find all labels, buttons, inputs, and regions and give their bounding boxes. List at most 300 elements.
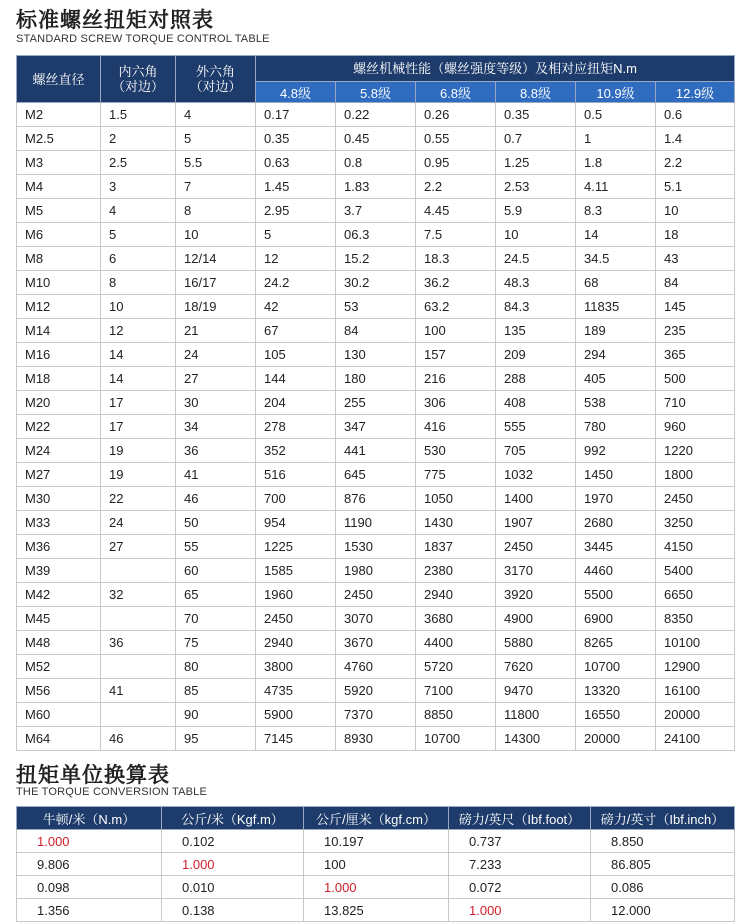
table-cell: 705 <box>496 439 576 463</box>
table-cell: 306 <box>416 391 496 415</box>
table-cell: 0.45 <box>336 127 416 151</box>
table-cell: M30 <box>17 487 101 511</box>
table-cell: 0.26 <box>416 103 496 127</box>
table-cell: 18.3 <box>416 247 496 271</box>
conversion-table-subtitle: THE TORQUE CONVERSION TABLE <box>16 786 208 798</box>
table-cell: 30.2 <box>336 271 416 295</box>
table-cell: 9.806 <box>17 853 162 876</box>
table-cell: 27 <box>176 367 256 391</box>
table-cell: 5400 <box>656 559 735 583</box>
table-row <box>17 391 735 415</box>
table-cell: 130 <box>336 343 416 367</box>
table-cell: M18 <box>17 367 101 391</box>
table-cell: 775 <box>416 463 496 487</box>
table-cell: 2940 <box>416 583 496 607</box>
header-grade-group: 螺丝机械性能（螺丝强度等级）及相对应扭矩N.m <box>256 56 735 82</box>
table-cell: 8930 <box>336 727 416 751</box>
table-cell: M45 <box>17 607 101 631</box>
table-cell: 65 <box>176 583 256 607</box>
table-cell: 63.2 <box>416 295 496 319</box>
table-cell: 500 <box>656 367 735 391</box>
table-cell: 0.63 <box>256 151 336 175</box>
table-cell: 70 <box>176 607 256 631</box>
table-cell: 3250 <box>656 511 735 535</box>
table-cell: 5720 <box>416 655 496 679</box>
table-cell: 352 <box>256 439 336 463</box>
table-cell: 416 <box>416 415 496 439</box>
table-cell: 992 <box>576 439 656 463</box>
conversion-header: 牛顿/米（N.m） <box>17 807 162 830</box>
table-row <box>17 559 735 583</box>
table-cell: 84.3 <box>496 295 576 319</box>
table-cell: 0.072 <box>449 876 591 899</box>
table-cell: 1220 <box>656 439 735 463</box>
table-cell: 7145 <box>256 727 336 751</box>
table-cell: 13320 <box>576 679 656 703</box>
table-cell: 46 <box>176 487 256 511</box>
table-cell: 41 <box>101 679 176 703</box>
table-cell: 0.138 <box>162 899 304 922</box>
table-cell: 60 <box>176 559 256 583</box>
header-diameter: 螺丝直径 <box>17 56 101 103</box>
table-cell: 1800 <box>656 463 735 487</box>
table-cell: 4 <box>176 103 256 127</box>
table-cell: 8.850 <box>591 830 735 853</box>
table-cell: 960 <box>656 415 735 439</box>
table-cell: 0.086 <box>591 876 735 899</box>
table-row <box>17 583 735 607</box>
table-cell: 2.5 <box>101 151 176 175</box>
table-cell: 294 <box>576 343 656 367</box>
table-cell: 2450 <box>496 535 576 559</box>
table-cell: 24100 <box>656 727 735 751</box>
table-cell: 7.5 <box>416 223 496 247</box>
table-cell: 0.8 <box>336 151 416 175</box>
table-cell: 41 <box>176 463 256 487</box>
torque-table-subtitle: STANDARD SCREW TORQUE CONTROL TABLE <box>16 33 270 45</box>
conversion-header: 公斤/厘米（kgf.cm） <box>304 807 449 830</box>
table-cell: 2 <box>101 127 176 151</box>
table-cell: 17 <box>101 415 176 439</box>
table-cell: 10 <box>656 199 735 223</box>
header-grade: 10.9级 <box>576 82 656 103</box>
table-cell: 11835 <box>576 295 656 319</box>
table-cell: M27 <box>17 463 101 487</box>
table-cell: 6900 <box>576 607 656 631</box>
table-cell: 100 <box>416 319 496 343</box>
table-cell: 36 <box>101 631 176 655</box>
table-cell: 48.3 <box>496 271 576 295</box>
table-cell: 53 <box>336 295 416 319</box>
table-cell: 1.000 <box>162 853 304 876</box>
table-cell: 34 <box>176 415 256 439</box>
table-cell: 5 <box>176 127 256 151</box>
table-cell: 1032 <box>496 463 576 487</box>
table-cell: 2.53 <box>496 175 576 199</box>
table-cell: 3170 <box>496 559 576 583</box>
table-cell: 5920 <box>336 679 416 703</box>
table-cell: 68 <box>576 271 656 295</box>
table-cell: M42 <box>17 583 101 607</box>
table-row <box>17 876 735 899</box>
table-cell: 4.45 <box>416 199 496 223</box>
table-cell: 0.35 <box>496 103 576 127</box>
table-cell: M39 <box>17 559 101 583</box>
table-cell: 3680 <box>416 607 496 631</box>
table-cell: M60 <box>17 703 101 727</box>
table-cell: 8 <box>176 199 256 223</box>
table-cell: 12 <box>256 247 336 271</box>
table-cell: 876 <box>336 487 416 511</box>
table-row <box>17 830 735 853</box>
table-row <box>17 295 735 319</box>
table-cell: M36 <box>17 535 101 559</box>
table-cell: 1225 <box>256 535 336 559</box>
table-cell: 7370 <box>336 703 416 727</box>
table-cell: 105 <box>256 343 336 367</box>
table-cell: M22 <box>17 415 101 439</box>
table-row <box>17 899 735 922</box>
table-cell: 36.2 <box>416 271 496 295</box>
table-cell <box>101 655 176 679</box>
conversion-table-title: 扭矩单位换算表 <box>16 763 170 787</box>
header-grade: 6.8级 <box>416 82 496 103</box>
table-row <box>17 535 735 559</box>
table-cell: 1907 <box>496 511 576 535</box>
table-cell: 1530 <box>336 535 416 559</box>
table-cell: 36 <box>176 439 256 463</box>
header-grade: 4.8级 <box>256 82 336 103</box>
table-cell: 3920 <box>496 583 576 607</box>
table-cell: 75 <box>176 631 256 655</box>
table-cell: 22 <box>101 487 176 511</box>
table-cell: 14 <box>101 367 176 391</box>
table-cell: 189 <box>576 319 656 343</box>
table-cell: 954 <box>256 511 336 535</box>
table-cell: 7620 <box>496 655 576 679</box>
table-row <box>17 415 735 439</box>
table-cell: 19 <box>101 439 176 463</box>
table-cell: 216 <box>416 367 496 391</box>
table-cell: 18 <box>656 223 735 247</box>
table-cell: 3670 <box>336 631 416 655</box>
table-cell: 84 <box>656 271 735 295</box>
table-cell: 0.6 <box>656 103 735 127</box>
table-cell: 13.825 <box>304 899 449 922</box>
table-row <box>17 271 735 295</box>
table-cell: 1.83 <box>336 175 416 199</box>
table-row <box>17 103 735 127</box>
table-cell: 2.2 <box>416 175 496 199</box>
table-cell: 4900 <box>496 607 576 631</box>
table-cell: 6 <box>101 247 176 271</box>
table-cell: 24 <box>101 511 176 535</box>
table-row <box>17 727 735 751</box>
table-cell: 80 <box>176 655 256 679</box>
table-cell: 1 <box>576 127 656 151</box>
table-row <box>17 343 735 367</box>
table-cell: 3.7 <box>336 199 416 223</box>
table-cell: 0.102 <box>162 830 304 853</box>
table-cell: M33 <box>17 511 101 535</box>
table-cell: 5880 <box>496 631 576 655</box>
table-cell: 288 <box>496 367 576 391</box>
table-cell: 12.000 <box>591 899 735 922</box>
table-cell: 3445 <box>576 535 656 559</box>
table-cell: 3 <box>101 175 176 199</box>
table-cell: 0.5 <box>576 103 656 127</box>
table-cell: 5500 <box>576 583 656 607</box>
table-cell: 1.356 <box>17 899 162 922</box>
table-cell: 135 <box>496 319 576 343</box>
table-cell: 43 <box>656 247 735 271</box>
table-cell: M16 <box>17 343 101 367</box>
table-cell: 2.95 <box>256 199 336 223</box>
table-cell: 10100 <box>656 631 735 655</box>
table-cell: 1430 <box>416 511 496 535</box>
header-grade: 8.8级 <box>496 82 576 103</box>
table-cell: 2450 <box>336 583 416 607</box>
table-cell: 4.11 <box>576 175 656 199</box>
table-cell: 16100 <box>656 679 735 703</box>
table-cell: 405 <box>576 367 656 391</box>
table-cell: M3 <box>17 151 101 175</box>
table-cell: 1450 <box>576 463 656 487</box>
table-cell <box>101 703 176 727</box>
table-cell: M20 <box>17 391 101 415</box>
table-cell: M64 <box>17 727 101 751</box>
table-cell: 209 <box>496 343 576 367</box>
table-cell: 18/19 <box>176 295 256 319</box>
table-cell: 86.805 <box>591 853 735 876</box>
table-cell: 2.2 <box>656 151 735 175</box>
table-cell: 2450 <box>256 607 336 631</box>
table-cell: 235 <box>656 319 735 343</box>
table-cell: 4735 <box>256 679 336 703</box>
table-row <box>17 151 735 175</box>
table-cell: 1.000 <box>17 830 162 853</box>
table-cell: 0.098 <box>17 876 162 899</box>
table-cell: 10700 <box>576 655 656 679</box>
conversion-header: 公斤/米（Kgf.m） <box>162 807 304 830</box>
table-cell: 16/17 <box>176 271 256 295</box>
table-cell: M2.5 <box>17 127 101 151</box>
table-cell: 347 <box>336 415 416 439</box>
table-cell: M8 <box>17 247 101 271</box>
table-row <box>17 487 735 511</box>
table-cell: 95 <box>176 727 256 751</box>
table-cell: 20000 <box>656 703 735 727</box>
table-cell: 55 <box>176 535 256 559</box>
table-cell: 2940 <box>256 631 336 655</box>
header-grade: 5.8级 <box>336 82 416 103</box>
table-cell: 530 <box>416 439 496 463</box>
table-row <box>17 127 735 151</box>
table-row <box>17 631 735 655</box>
table-cell: 255 <box>336 391 416 415</box>
table-cell: 27 <box>101 535 176 559</box>
table-cell: 0.17 <box>256 103 336 127</box>
table-cell: 42 <box>256 295 336 319</box>
table-cell: 2450 <box>656 487 735 511</box>
table-cell: 1.000 <box>304 876 449 899</box>
table-cell: 180 <box>336 367 416 391</box>
table-row <box>17 199 735 223</box>
table-cell: 5 <box>256 223 336 247</box>
table-cell: 204 <box>256 391 336 415</box>
table-cell: 1050 <box>416 487 496 511</box>
table-cell: M56 <box>17 679 101 703</box>
table-cell: 145 <box>656 295 735 319</box>
table-cell: 16550 <box>576 703 656 727</box>
header-hex-socket: 内六角 （对边） <box>101 56 176 103</box>
table-cell: 2680 <box>576 511 656 535</box>
table-cell: 24 <box>176 343 256 367</box>
table-cell: 0.95 <box>416 151 496 175</box>
table-row <box>17 853 735 876</box>
table-cell: 20000 <box>576 727 656 751</box>
table-cell: M14 <box>17 319 101 343</box>
table-cell: 144 <box>256 367 336 391</box>
table-cell: 0.22 <box>336 103 416 127</box>
table-row <box>17 511 735 535</box>
table-cell: 0.737 <box>449 830 591 853</box>
table-cell: 7.233 <box>449 853 591 876</box>
table-cell: 8265 <box>576 631 656 655</box>
table-cell: 14 <box>576 223 656 247</box>
table-cell: 100 <box>304 853 449 876</box>
table-row <box>17 703 735 727</box>
table-row <box>17 175 735 199</box>
table-cell: 8850 <box>416 703 496 727</box>
table-cell: 5.5 <box>176 151 256 175</box>
table-cell: 365 <box>656 343 735 367</box>
table-cell: 19 <box>101 463 176 487</box>
table-cell: 1970 <box>576 487 656 511</box>
conversion-table-body <box>17 830 735 922</box>
table-cell: 5 <box>101 223 176 247</box>
table-cell: 7100 <box>416 679 496 703</box>
table-cell: 34.5 <box>576 247 656 271</box>
table-cell: M2 <box>17 103 101 127</box>
torque-table-title: 标准螺丝扭矩对照表 <box>16 8 214 32</box>
table-cell: 1837 <box>416 535 496 559</box>
header-grade: 12.9级 <box>656 82 735 103</box>
conversion-header: 磅力/英尺（Ibf.foot） <box>449 807 591 830</box>
table-cell: 3070 <box>336 607 416 631</box>
table-cell: 84 <box>336 319 416 343</box>
table-cell <box>101 607 176 631</box>
table-cell: 8.3 <box>576 199 656 223</box>
table-cell: 5.9 <box>496 199 576 223</box>
table-cell: 10 <box>176 223 256 247</box>
table-cell: M12 <box>17 295 101 319</box>
table-cell: 17 <box>101 391 176 415</box>
table-cell: 1400 <box>496 487 576 511</box>
table-cell: 10700 <box>416 727 496 751</box>
table-cell: 1980 <box>336 559 416 583</box>
table-cell: 15.2 <box>336 247 416 271</box>
table-cell: 1.45 <box>256 175 336 199</box>
table-cell: 1.25 <box>496 151 576 175</box>
table-cell: 8 <box>101 271 176 295</box>
table-row <box>17 223 735 247</box>
table-cell: 1.4 <box>656 127 735 151</box>
table-cell: 4460 <box>576 559 656 583</box>
table-cell: 4760 <box>336 655 416 679</box>
table-cell: 645 <box>336 463 416 487</box>
table-cell: 3800 <box>256 655 336 679</box>
table-cell: 1190 <box>336 511 416 535</box>
table-cell: 12/14 <box>176 247 256 271</box>
table-cell <box>101 559 176 583</box>
conversion-table <box>16 806 735 922</box>
table-cell: 0.35 <box>256 127 336 151</box>
table-cell: M52 <box>17 655 101 679</box>
table-cell: 5900 <box>256 703 336 727</box>
table-cell: 8350 <box>656 607 735 631</box>
table-cell: M48 <box>17 631 101 655</box>
conversion-header: 磅力/英寸（Ibf.inch） <box>591 807 735 830</box>
table-cell: 12 <box>101 319 176 343</box>
table-cell: 21 <box>176 319 256 343</box>
table-cell: 1960 <box>256 583 336 607</box>
table-cell: 1.000 <box>449 899 591 922</box>
table-row <box>17 679 735 703</box>
table-row <box>17 247 735 271</box>
table-cell: 12900 <box>656 655 735 679</box>
table-cell: 4 <box>101 199 176 223</box>
table-cell: 0.7 <box>496 127 576 151</box>
table-cell: 0.55 <box>416 127 496 151</box>
table-cell: 10.197 <box>304 830 449 853</box>
table-row <box>17 655 735 679</box>
table-cell: 24.5 <box>496 247 576 271</box>
table-cell: 780 <box>576 415 656 439</box>
table-cell: 2380 <box>416 559 496 583</box>
table-cell: 24.2 <box>256 271 336 295</box>
table-cell: 50 <box>176 511 256 535</box>
table-cell: 0.010 <box>162 876 304 899</box>
table-cell: 67 <box>256 319 336 343</box>
table-cell: 157 <box>416 343 496 367</box>
table-cell: 85 <box>176 679 256 703</box>
table-cell: 30 <box>176 391 256 415</box>
table-cell: M5 <box>17 199 101 223</box>
table-cell: 555 <box>496 415 576 439</box>
table-cell: 11800 <box>496 703 576 727</box>
table-cell: 46 <box>101 727 176 751</box>
table-cell: M24 <box>17 439 101 463</box>
table-row <box>17 607 735 631</box>
header-hex-outer: 外六角 （对边） <box>176 56 256 103</box>
table-cell: 14 <box>101 343 176 367</box>
torque-table-body <box>17 103 735 751</box>
table-cell: 516 <box>256 463 336 487</box>
table-cell: 6650 <box>656 583 735 607</box>
table-cell: 441 <box>336 439 416 463</box>
table-cell: 538 <box>576 391 656 415</box>
table-cell: 9470 <box>496 679 576 703</box>
table-row <box>17 319 735 343</box>
torque-table <box>16 55 735 751</box>
table-cell: 5.1 <box>656 175 735 199</box>
table-cell: 10 <box>496 223 576 247</box>
table-cell: M6 <box>17 223 101 247</box>
table-cell: 700 <box>256 487 336 511</box>
table-cell: 1585 <box>256 559 336 583</box>
table-cell: M10 <box>17 271 101 295</box>
